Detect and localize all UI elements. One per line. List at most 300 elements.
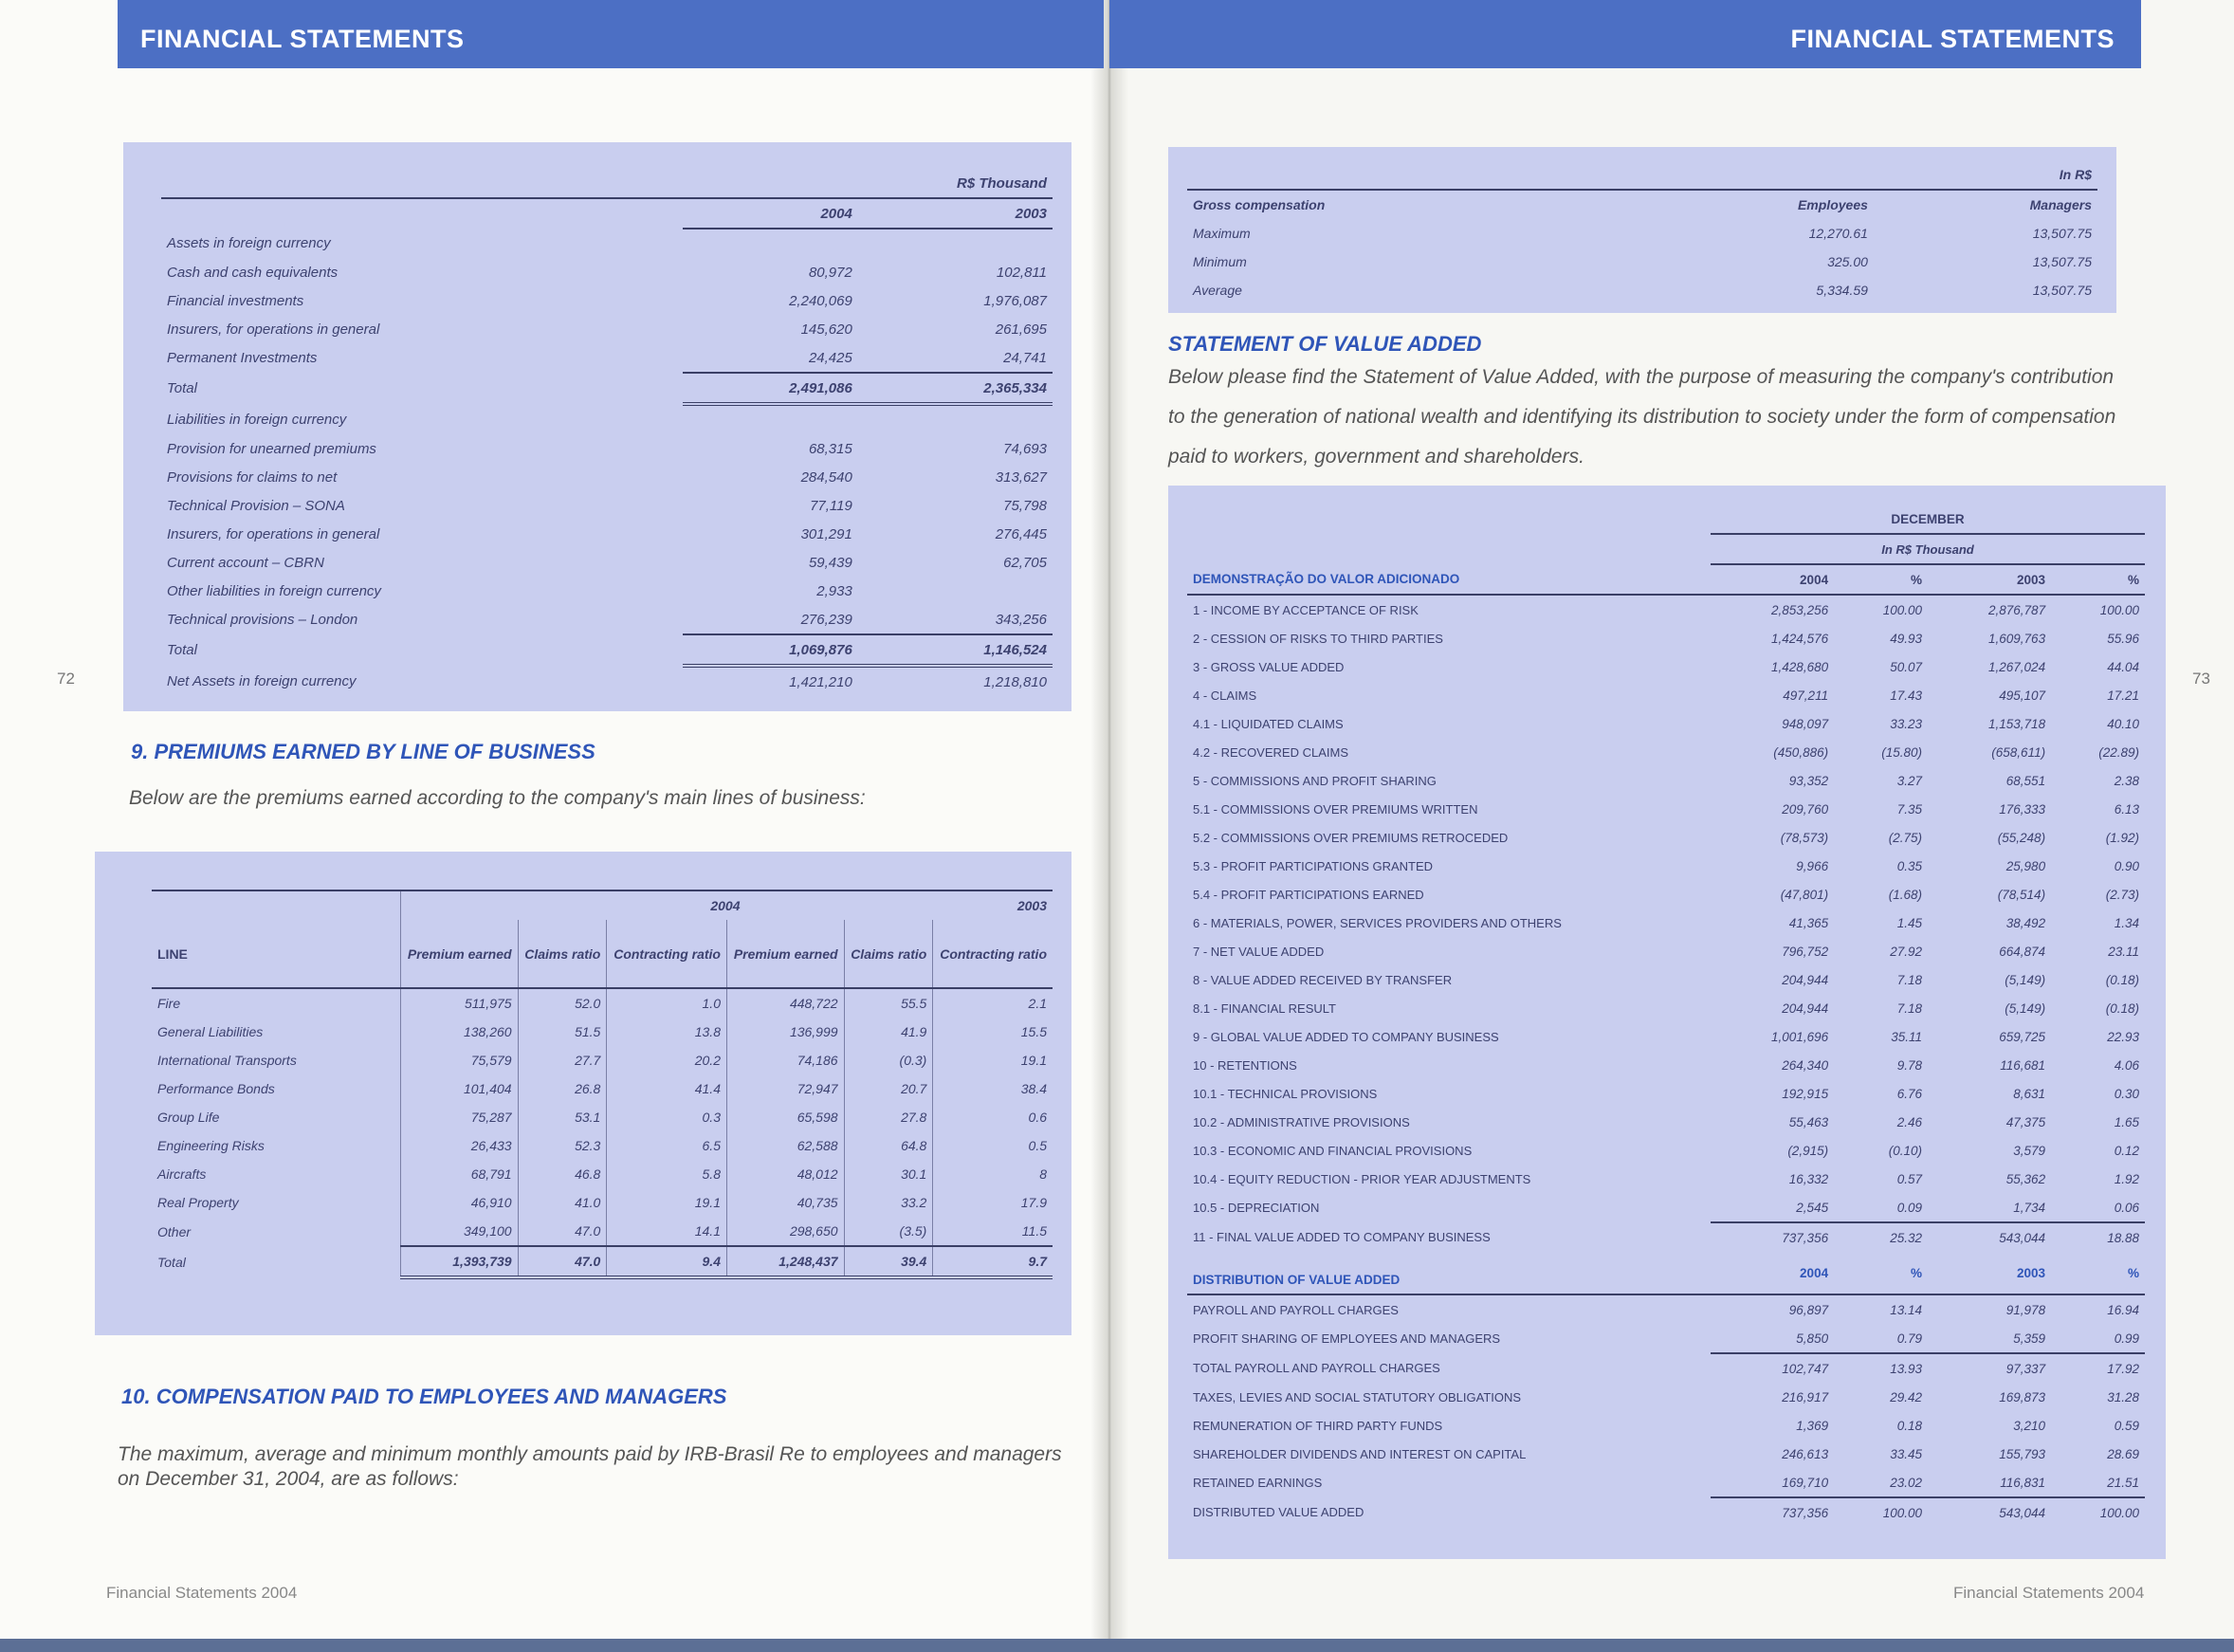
va-row-v04: 2,545: [1711, 1193, 1834, 1222]
va-row-label: 5 - COMMISSIONS AND PROFIT SHARING: [1193, 773, 1437, 788]
table-row: [152, 1188, 1053, 1217]
va-row-p03: 0.30: [2114, 1086, 2139, 1101]
va-row-label: 5.3 - PROFIT PARTICIPATIONS GRANTED: [1193, 858, 1434, 873]
dist-row-p03: 0.99: [2051, 1324, 2145, 1353]
premiums-row-line: Fire: [157, 996, 181, 1011]
fx-row-2004: 301,291: [800, 525, 852, 542]
compensation-title: 10. COMPENSATION PAID TO EMPLOYEES AND MANAGERS: [121, 1385, 727, 1408]
va-row-v04: 204,944: [1782, 1000, 1829, 1016]
fx-row-2003: 24,741: [858, 343, 1053, 373]
fx-row-2004: 276,239: [683, 605, 858, 634]
table-row: [1187, 1383, 2145, 1411]
fx-row-label: Provision for unearned premiums: [167, 440, 376, 457]
va-row-v04: 16,332: [1788, 1171, 1829, 1186]
premiums-row-p04: 75,287: [401, 1103, 519, 1131]
fx-row-label: Liabilities in foreign currency: [167, 411, 347, 428]
premiums-row-p04: 101,404: [401, 1074, 519, 1103]
table-row: [1187, 219, 2097, 248]
va-col-pct-2004: %: [1834, 564, 1928, 595]
table-row: [1187, 1497, 2145, 1527]
va-row-p04: 9.78: [1896, 1057, 1922, 1073]
table-row: [161, 666, 1053, 696]
table-row: [1187, 248, 2097, 276]
fx-row-2003: 74,693: [1003, 440, 1047, 457]
va-row-v03: 47,375: [2005, 1114, 2046, 1129]
premiums-row-p03: 72,947: [726, 1074, 844, 1103]
fx-row-2003: 276,445: [995, 525, 1047, 542]
table-row: [161, 520, 1053, 548]
premiums-row-p03: 40,735: [726, 1188, 844, 1217]
premiums-row-p04: 1,393,739: [401, 1246, 519, 1277]
fx-row-2003: 75,798: [1003, 497, 1047, 514]
fx-row-2003: [858, 229, 1053, 258]
va-row-label: 10.5 - DEPRECIATION: [1193, 1201, 1320, 1215]
dist-row-v03: 155,793: [1999, 1446, 2046, 1461]
va-row-label: 3 - GROSS VALUE ADDED: [1193, 659, 1345, 674]
premiums-row-c04: 46.8: [518, 1160, 607, 1188]
compensation-row-managers: 13,507.75: [2032, 226, 2092, 241]
fx-row-label: Permanent Investments: [167, 350, 318, 366]
fx-row-2004: 1,069,876: [683, 634, 858, 666]
premiums-row-line: Aircrafts: [157, 1166, 207, 1182]
va-row-p04: 0.57: [1896, 1171, 1922, 1186]
dist-col-2003: 2003: [1928, 1252, 2051, 1294]
va-row-p03: 22.93: [2107, 1029, 2139, 1044]
va-row-v03: (78,514): [1997, 887, 2046, 902]
premiums-row-r04: 6.5: [607, 1131, 727, 1160]
compensation-intro-2: on December 31, 2004, are as follows:: [118, 1468, 459, 1490]
value-added-unit: In R$ Thousand: [1711, 534, 2145, 564]
va-row-v03: 55,362: [2005, 1171, 2046, 1186]
value-added-title: STATEMENT OF VALUE ADDED: [1168, 332, 1482, 356]
dist-col-2004: 2004: [1711, 1252, 1834, 1294]
premiums-row-r04: 20.2: [607, 1046, 727, 1074]
premiums-row-p03: 448,722: [726, 988, 844, 1018]
value-added-intro-3: paid to workers, government and shareholders.: [1168, 446, 1584, 468]
va-row-v03: 664,874: [1999, 944, 2046, 959]
dist-row-label: PROFIT SHARING OF EMPLOYEES AND MANAGERS: [1193, 1331, 1501, 1346]
premiums-row-c04: 52.3: [518, 1131, 607, 1160]
va-row-v03: 176,333: [1999, 801, 2046, 817]
premiums-row-line: Group Life: [157, 1110, 220, 1125]
premiums-row-c03: 64.8: [844, 1131, 933, 1160]
table-row: [1187, 276, 2097, 304]
va-row-p03: 55.96: [2107, 631, 2139, 646]
value-added-table-body: [1187, 595, 2145, 1252]
va-row-v04: 264,340: [1782, 1057, 1829, 1073]
va-row-p03: (22.89): [2098, 744, 2139, 760]
premiums-row-line: Performance Bonds: [157, 1081, 275, 1096]
va-row-p04: 7.18: [1896, 1000, 1922, 1016]
dist-row-v04: 96,897: [1788, 1302, 1829, 1317]
va-row-p04: (15.80): [1881, 744, 1922, 760]
va-row-p03: 1.65: [2114, 1114, 2139, 1129]
premiums-row-r03: 38.4: [933, 1074, 1053, 1103]
premiums-row-line: General Liabilities: [157, 1024, 264, 1039]
va-row-p04: 0.35: [1896, 858, 1922, 873]
premiums-row-line: Engineering Risks: [157, 1138, 265, 1153]
va-row-p03: 100.00: [2099, 602, 2139, 617]
va-row-p03: 44.04: [2107, 659, 2139, 674]
premiums-row-p04: 46,910: [401, 1188, 519, 1217]
table-row: [1187, 652, 2145, 681]
va-col-pct-2003: %: [2051, 564, 2145, 595]
table-row: [1187, 709, 2145, 738]
va-row-p04: 27.92: [1890, 944, 1922, 959]
va-row-v04: 948,097: [1782, 716, 1829, 731]
fx-unit: R$ Thousand: [956, 174, 1047, 192]
premiums-row-r03: 11.5: [933, 1217, 1053, 1246]
table-row: [1187, 994, 2145, 1022]
premiums-row-line: Real Property: [157, 1195, 239, 1210]
premiums-col-line: LINE: [152, 920, 401, 988]
dist-row-p03: 17.92: [2107, 1361, 2139, 1376]
table-row: [1187, 880, 2145, 909]
fx-row-2003: 1,146,524: [858, 634, 1053, 666]
va-row-v03: 116,681: [2000, 1057, 2046, 1073]
va-row-label: 7 - NET VALUE ADDED: [1193, 944, 1325, 959]
va-row-label: 10.2 - ADMINISTRATIVE PROVISIONS: [1193, 1114, 1410, 1129]
fx-row-2004: 1,421,210: [789, 673, 852, 690]
va-row-p03: 18.88: [2107, 1230, 2139, 1245]
distribution-table-body: [1187, 1294, 2145, 1527]
dist-row-p04: 13.93: [1890, 1361, 1922, 1376]
va-row-v03: 1,267,024: [1988, 659, 2046, 674]
table-row: [1187, 852, 2145, 880]
va-row-p04: (1.68): [1888, 887, 1922, 902]
va-row-p04: 100.00: [1882, 602, 1922, 617]
dist-row-v04: 169,710: [1711, 1468, 1834, 1497]
va-row-p03: (0.18): [2105, 972, 2139, 987]
va-row-v03: 495,107: [1999, 688, 2046, 703]
va-row-p03: 0.12: [2114, 1143, 2139, 1158]
fx-row-2003: 62,705: [1003, 554, 1047, 571]
va-row-p03: 1.34: [2114, 915, 2139, 930]
compensation-col-employees: Employees: [1625, 190, 1874, 219]
va-row-v03: (658,611): [1991, 744, 2046, 760]
fx-row-2004: 284,540: [800, 468, 852, 486]
va-row-v03: 1,153,718: [1988, 716, 2046, 731]
table-row: [1187, 937, 2145, 965]
va-row-p04: 6.76: [1896, 1086, 1922, 1101]
va-row-p04: 25.32: [1890, 1230, 1922, 1245]
table-row: [152, 1246, 1053, 1277]
va-row-label: 8 - VALUE ADDED RECEIVED BY TRANSFER: [1193, 972, 1453, 987]
compensation-row-label: Maximum: [1193, 226, 1251, 241]
table-row: [161, 634, 1053, 666]
fx-row-label: Financial investments: [167, 292, 304, 309]
premiums-row-r03: 9.7: [933, 1246, 1053, 1277]
va-row-p04: 7.35: [1896, 801, 1922, 817]
dist-row-v04: 246,613: [1782, 1446, 1829, 1461]
premiums-row-c04: 27.7: [518, 1046, 607, 1074]
dist-row-p04: 29.42: [1890, 1389, 1922, 1404]
left-header-title: FINANCIAL STATEMENTS: [140, 25, 465, 53]
va-row-label: 11 - FINAL VALUE ADDED TO COMPANY BUSINESS: [1193, 1230, 1491, 1244]
premiums-col-claims-2003: Claims ratio: [844, 920, 933, 988]
va-row-v04: (47,801): [1780, 887, 1829, 902]
bottom-strip: [0, 1639, 2234, 1652]
table-row: [161, 548, 1053, 577]
dist-row-v04: 102,747: [1782, 1361, 1829, 1376]
table-row: [1187, 1468, 2145, 1497]
dist-row-p04: 100.00: [1882, 1505, 1922, 1520]
dist-row-v03: 91,978: [2005, 1302, 2046, 1317]
premiums-row-p03: 74,186: [726, 1046, 844, 1074]
premiums-row-r04: 9.4: [607, 1246, 727, 1277]
dist-row-label: DISTRIBUTED VALUE ADDED: [1193, 1505, 1364, 1519]
table-row: [152, 1046, 1053, 1074]
premiums-col-contracting-2004: Contracting ratio: [607, 920, 727, 988]
va-row-p03: (2.73): [2105, 887, 2139, 902]
premiums-row-c03: 55.5: [844, 988, 933, 1018]
table-row: [161, 258, 1053, 286]
value-added-panel: [1168, 486, 2166, 1559]
compensation-table-body: [1187, 219, 2097, 304]
premiums-row-p03: 62,588: [726, 1131, 844, 1160]
va-row-label: 9 - GLOBAL VALUE ADDED TO COMPANY BUSINESS: [1193, 1029, 1499, 1044]
va-row-p04: (0.10): [1888, 1143, 1922, 1158]
va-row-label: 6 - MATERIALS, POWER, SERVICES PROVIDERS AND OTHERS: [1193, 915, 1562, 930]
va-row-v03: 68,551: [2005, 773, 2046, 788]
va-row-label: 4.2 - RECOVERED CLAIMS: [1193, 744, 1348, 760]
va-row-v04: 2,853,256: [1771, 602, 1829, 617]
table-row: [1187, 1136, 2145, 1165]
premiums-row-p04: 68,791: [401, 1160, 519, 1188]
premiums-row-p04: 138,260: [401, 1018, 519, 1046]
table-row: [1187, 1051, 2145, 1079]
va-row-v04: 1,424,576: [1771, 631, 1829, 646]
dist-row-p03: 28.69: [2107, 1446, 2139, 1461]
table-row: [161, 434, 1053, 463]
dist-row-label: TOTAL PAYROLL AND PAYROLL CHARGES: [1193, 1361, 1440, 1375]
foreign-currency-panel: [123, 142, 1071, 711]
table-row: [161, 315, 1053, 343]
premiums-row-p03: 298,650: [726, 1217, 844, 1246]
dist-row-v04: 5,850: [1711, 1324, 1834, 1353]
dist-col-pct-2004: %: [1834, 1252, 1928, 1294]
dist-row-p03: 0.59: [2114, 1418, 2139, 1433]
va-row-v03: (5,149): [2005, 1000, 2046, 1016]
fx-row-label: Total: [167, 642, 197, 658]
premiums-row-r03: 8: [933, 1160, 1053, 1188]
table-row: [1187, 1165, 2145, 1193]
va-row-v03: (55,248): [1997, 830, 2046, 845]
fx-row-2003: 313,627: [995, 468, 1047, 486]
fx-row-2003: 1,976,087: [983, 292, 1047, 309]
premiums-row-c04: 53.1: [518, 1103, 607, 1131]
va-col-2003: 2003: [1928, 564, 2051, 595]
va-row-p03: 23.11: [2108, 944, 2139, 959]
premiums-row-r03: 17.9: [933, 1188, 1053, 1217]
dist-row-p03: 100.00: [2099, 1505, 2139, 1520]
table-row: [152, 1018, 1053, 1046]
premiums-row-p03: 65,598: [726, 1103, 844, 1131]
premiums-row-c03: (0.3): [844, 1046, 933, 1074]
table-row: [1187, 1324, 2145, 1353]
dist-row-v04: 737,356: [1782, 1505, 1829, 1520]
va-row-v04: 41,365: [1788, 915, 1829, 930]
table-row: [152, 1217, 1053, 1246]
value-added-intro-2: to the generation of national wealth and identifying its distribution to society under the form of compensation: [1168, 406, 2116, 428]
premiums-row-r04: 19.1: [607, 1188, 727, 1217]
va-row-label: 10.1 - TECHNICAL PROVISIONS: [1193, 1086, 1378, 1101]
dist-row-v04: 1,369: [1796, 1418, 1829, 1433]
table-row: [1187, 624, 2145, 652]
va-row-p03: 0.90: [2114, 858, 2139, 873]
va-row-p03: (1.92): [2105, 830, 2139, 845]
dist-row-p03: 31.28: [2107, 1389, 2139, 1404]
va-row-label: 10.4 - EQUITY REDUCTION - PRIOR YEAR ADJUSTMENTS: [1193, 1171, 1531, 1186]
va-row-v03: (5,149): [2005, 972, 2046, 987]
fx-row-2004: [683, 404, 858, 434]
table-row: [1187, 795, 2145, 823]
fx-col-2004: 2004: [683, 198, 858, 229]
premiums-row-p03: 48,012: [726, 1160, 844, 1188]
va-row-p03: 4.06: [2114, 1057, 2139, 1073]
va-row-v03: 25,980: [2005, 858, 2046, 873]
dist-row-p04: 23.02: [1834, 1468, 1928, 1497]
table-row: [1187, 766, 2145, 795]
premiums-row-p04: 511,975: [401, 988, 519, 1018]
table-row: [1187, 681, 2145, 709]
left-footer: Financial Statements 2004: [106, 1584, 298, 1602]
va-row-v04: 9,966: [1796, 858, 1829, 873]
dist-row-label: REMUNERATION OF THIRD PARTY FUNDS: [1193, 1418, 1443, 1433]
premiums-row-r03: 19.1: [933, 1046, 1053, 1074]
va-row-v03: 659,725: [1999, 1029, 2046, 1044]
compensation-col-managers: Managers: [1874, 190, 2097, 219]
va-row-v03: 543,044: [1999, 1230, 2046, 1245]
va-row-v03: 8,631: [2013, 1086, 2046, 1101]
premiums-row-line: Total: [157, 1254, 186, 1270]
table-row: [161, 577, 1053, 605]
va-row-p04: (2.75): [1888, 830, 1922, 845]
table-row: [1187, 1353, 2145, 1383]
va-row-v04: 209,760: [1782, 801, 1829, 817]
premiums-row-c04: 47.0: [518, 1246, 607, 1277]
fx-row-label: Provisions for claims to net: [167, 468, 338, 486]
fx-row-2003: [858, 404, 1053, 434]
va-row-p03: 0.06: [2051, 1193, 2145, 1222]
compensation-row-label: Average: [1193, 283, 1242, 298]
dist-row-p04: 13.14: [1890, 1302, 1922, 1317]
table-row: [152, 1160, 1053, 1188]
dist-row-v03: 116,831: [1928, 1468, 2051, 1497]
va-row-p04: 0.09: [1834, 1193, 1928, 1222]
premiums-row-p03: 136,999: [726, 1018, 844, 1046]
compensation-row-label: Minimum: [1193, 254, 1247, 269]
compensation-row-employees: 12,270.61: [1808, 226, 1868, 241]
premiums-year-2004: 2004: [607, 890, 844, 920]
va-row-v04: 1,428,680: [1771, 659, 1829, 674]
fx-row-2004: 59,439: [808, 554, 852, 571]
table-row: [1187, 595, 2145, 624]
compensation-table: [1187, 160, 2097, 304]
va-row-v03: 1,734: [1928, 1193, 2051, 1222]
premiums-col-premium-2004: Premium earned: [401, 920, 519, 988]
premiums-row-r03: 2.1: [933, 988, 1053, 1018]
va-row-p04: 50.07: [1890, 659, 1922, 674]
premiums-row-r04: 0.3: [607, 1103, 727, 1131]
fx-row-label: Technical Provision – SONA: [167, 497, 345, 514]
dist-row-p03: 21.51: [2051, 1468, 2145, 1497]
va-row-p04: 49.93: [1890, 631, 1922, 646]
premiums-title: 9. PREMIUMS EARNED BY LINE OF BUSINESS: [131, 740, 595, 763]
va-row-v04: (2,915): [1787, 1143, 1829, 1158]
dist-row-v04: 216,917: [1782, 1389, 1829, 1404]
fx-row-label: Other liabilities in foreign currency: [167, 582, 381, 599]
dist-row-p03: 16.94: [2107, 1302, 2139, 1317]
va-row-v03: 1,609,763: [1988, 631, 2046, 646]
fx-row-label: Current account – CBRN: [167, 554, 324, 571]
va-row-label: 5.2 - COMMISSIONS OVER PREMIUMS RETROCEDED: [1193, 830, 1509, 845]
table-row: [152, 1131, 1053, 1160]
table-row: [1187, 965, 2145, 994]
dist-row-v03: 3,210: [2013, 1418, 2046, 1433]
va-row-p03: 1.92: [2114, 1171, 2139, 1186]
table-row: [161, 605, 1053, 634]
table-row: [1187, 1193, 2145, 1222]
va-row-p03: 2.38: [2114, 773, 2139, 788]
fx-table-body: [161, 229, 1053, 696]
dist-row-p04: 33.45: [1890, 1446, 1922, 1461]
premiums-row-p04: 75,579: [401, 1046, 519, 1074]
table-row: [161, 343, 1053, 373]
premiums-row-c03: 27.8: [844, 1103, 933, 1131]
table-row: [1187, 1222, 2145, 1252]
premiums-row-r04: 1.0: [607, 988, 727, 1018]
table-row: [1187, 738, 2145, 766]
premiums-row-r04: 13.8: [607, 1018, 727, 1046]
right-header-bar: [1109, 0, 2141, 68]
fx-row-2003: [858, 577, 1053, 605]
dist-col-pct-2003: %: [2051, 1252, 2145, 1294]
value-added-period: DECEMBER: [1711, 505, 2145, 534]
fx-row-label: Technical provisions – London: [167, 612, 358, 628]
value-added-heading: DEMONSTRAÇÃO DO VALOR ADICIONADO: [1187, 564, 1711, 595]
dist-row-v03: 97,337: [2005, 1361, 2046, 1376]
premiums-table: [152, 890, 1053, 1279]
fx-row-2004: 2,240,069: [789, 292, 852, 309]
premiums-row-r03: 0.5: [933, 1131, 1053, 1160]
dist-row-label: SHAREHOLDER DIVIDENDS AND INTEREST ON CAPITAL: [1193, 1446, 1527, 1461]
right-footer: Financial Statements 2004: [1953, 1584, 2145, 1602]
premiums-row-c03: 30.1: [844, 1160, 933, 1188]
table-row: [161, 463, 1053, 491]
va-row-label: 4 - CLAIMS: [1193, 688, 1257, 703]
compensation-unit: In R$: [2059, 167, 2092, 182]
va-row-v04: (78,573): [1780, 830, 1829, 845]
va-row-label: 10 - RETENTIONS: [1193, 1057, 1297, 1073]
right-header-title: FINANCIAL STATEMENTS: [1790, 25, 2115, 53]
premiums-row-p04: 26,433: [401, 1131, 519, 1160]
dist-row-v03: 169,873: [1999, 1389, 2046, 1404]
premiums-row-c04: 41.0: [518, 1188, 607, 1217]
premiums-row-c04: 52.0: [518, 988, 607, 1018]
table-row: [1187, 1108, 2145, 1136]
table-row: [152, 1074, 1053, 1103]
premiums-row-c03: 39.4: [844, 1246, 933, 1277]
va-row-v04: 796,752: [1782, 944, 1829, 959]
table-row: [1187, 823, 2145, 852]
table-row: [161, 491, 1053, 520]
left-header-bar: [118, 0, 1104, 68]
premiums-table-body: [152, 988, 1053, 1277]
va-row-p03: 17.21: [2107, 688, 2139, 703]
fx-row-2003: 343,256: [858, 605, 1053, 634]
table-row: [1187, 1079, 2145, 1108]
